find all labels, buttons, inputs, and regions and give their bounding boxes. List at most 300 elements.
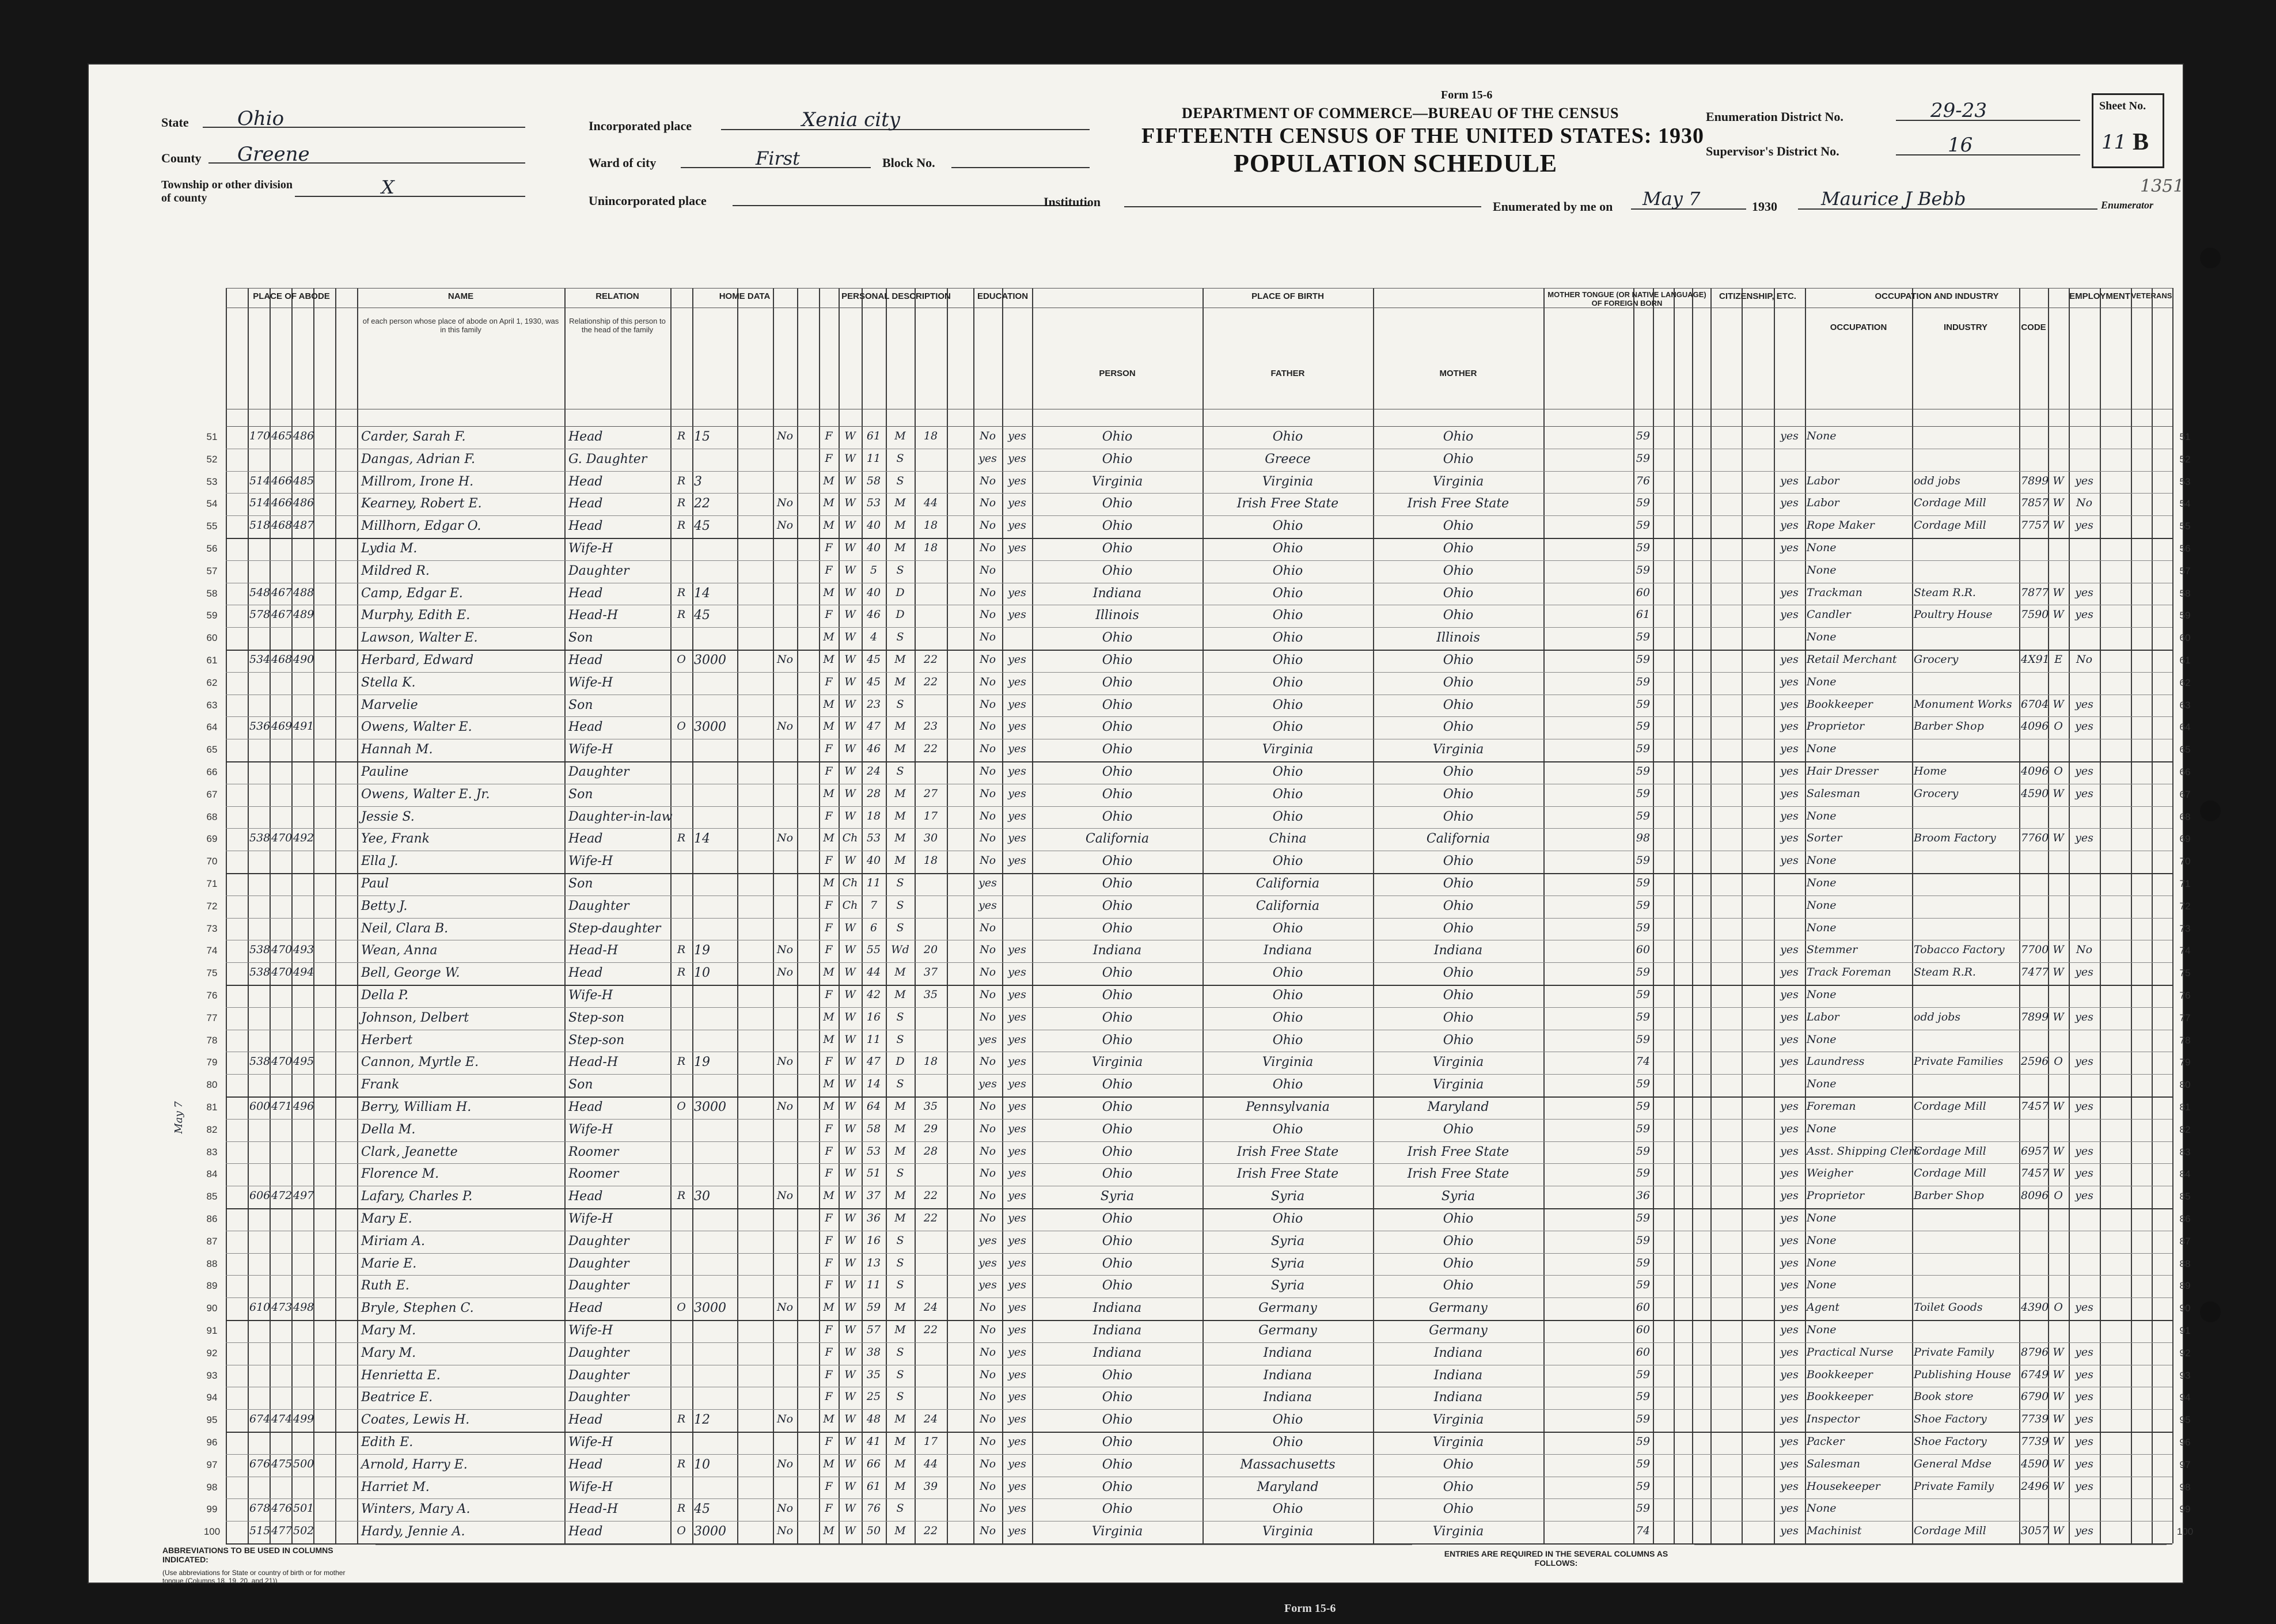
cell-mar: M bbox=[894, 496, 906, 510]
cell-occ: None bbox=[1807, 988, 1837, 1001]
cell-read: yes bbox=[1008, 541, 1026, 554]
cell-fam1: 476 bbox=[271, 1502, 293, 1515]
line-number: 67 bbox=[206, 788, 218, 800]
cell-sch: No bbox=[979, 474, 996, 487]
cell-name: Bell, George W. bbox=[361, 966, 460, 981]
cell-val: 22 bbox=[694, 496, 710, 511]
cell-mar: M bbox=[894, 1122, 906, 1135]
row-rule bbox=[226, 716, 2172, 717]
cell-work: yes bbox=[2075, 1479, 2093, 1493]
cell-ocode: 7857 bbox=[2021, 496, 2049, 510]
cell-ocode: 4590 bbox=[2021, 787, 2049, 800]
cell-work: No bbox=[2076, 653, 2093, 666]
cell-age_m: 18 bbox=[923, 541, 938, 554]
cell-occ: Salesman bbox=[1807, 1457, 1860, 1470]
line-number: 85 bbox=[206, 1191, 218, 1202]
cell-age: 16 bbox=[866, 1234, 881, 1247]
cell-mpob: Virginia bbox=[1432, 1077, 1484, 1092]
cell-cls: O bbox=[2054, 765, 2063, 777]
state-label: State bbox=[161, 115, 189, 130]
census-table bbox=[203, 288, 2194, 1543]
enumerator-name: Maurice J Bebb bbox=[1821, 188, 1966, 210]
cell-pob: Ohio bbox=[1102, 1278, 1133, 1293]
cell-dwelling: 610 bbox=[249, 1301, 271, 1314]
cell-val: 30 bbox=[694, 1189, 710, 1204]
cell-occ: None bbox=[1807, 742, 1837, 756]
cell-eng: yes bbox=[1780, 720, 1799, 733]
cell-ind: Shoe Factory bbox=[1914, 1435, 1987, 1448]
cell-ocode: 2596 bbox=[2021, 1055, 2049, 1068]
line-number: 87 bbox=[206, 1235, 218, 1247]
cell-name: Mildred R. bbox=[361, 563, 430, 578]
cell-name: Della P. bbox=[361, 988, 409, 1003]
cell-code: 59 bbox=[1636, 1100, 1651, 1113]
cell-rel: Head bbox=[568, 720, 603, 735]
cell-ocode: 6790 bbox=[2021, 1390, 2049, 1403]
cell-name: Dangas, Adrian F. bbox=[361, 451, 476, 466]
cell-name: Carder, Sarah F. bbox=[361, 430, 466, 444]
cell-sch: No bbox=[979, 1479, 996, 1493]
cell-val: 3000 bbox=[694, 1100, 726, 1114]
cell-code: 59 bbox=[1636, 653, 1651, 666]
cell-pob: Ohio bbox=[1102, 1502, 1133, 1517]
cell-fpob: Virginia bbox=[1262, 474, 1314, 489]
line-number: 100 bbox=[2176, 1526, 2194, 1538]
cell-name: Mary E. bbox=[361, 1212, 412, 1226]
cell-occ: Practical Nurse bbox=[1807, 1345, 1894, 1359]
cell-sch: No bbox=[979, 720, 996, 733]
cell-race: Ch bbox=[842, 898, 858, 912]
column-rule bbox=[2131, 288, 2132, 1543]
cell-eng: yes bbox=[1780, 1100, 1799, 1113]
cell-rel: Roomer bbox=[568, 1144, 619, 1159]
cell-sex: M bbox=[823, 1033, 834, 1046]
cell-pob: Ohio bbox=[1102, 1479, 1133, 1494]
cell-pob: Ohio bbox=[1102, 809, 1133, 824]
cell-age: 47 bbox=[866, 1055, 881, 1068]
cell-read: yes bbox=[1008, 1122, 1026, 1135]
cell-mar: S bbox=[896, 1502, 904, 1515]
cell-mar: D bbox=[896, 608, 905, 621]
cell-mpob: Illinois bbox=[1436, 631, 1480, 646]
cell-ind: Steam R.R. bbox=[1914, 966, 1976, 979]
cell-rel: Roomer bbox=[568, 1167, 619, 1182]
cell-read: yes bbox=[1008, 451, 1026, 465]
cell-age: 61 bbox=[866, 1479, 881, 1493]
line-number: 83 bbox=[2179, 1146, 2191, 1158]
cell-pob: Ohio bbox=[1102, 1413, 1133, 1428]
line-number: 88 bbox=[2179, 1258, 2191, 1269]
cell-mpob: Ohio bbox=[1443, 921, 1474, 936]
cell-sch: No bbox=[979, 1122, 996, 1135]
cell-rel: Daughter bbox=[568, 1278, 629, 1293]
cell-sex: F bbox=[825, 1323, 833, 1336]
cell-fam1: 466 bbox=[271, 474, 293, 487]
cell-val: 12 bbox=[694, 1413, 710, 1428]
row-rule bbox=[226, 828, 2172, 829]
cell-sex: F bbox=[825, 1368, 833, 1381]
ward-field bbox=[681, 147, 871, 168]
cell-ind: odd jobs bbox=[1914, 1010, 1961, 1023]
cell-sex: F bbox=[825, 898, 833, 912]
cell-own: O bbox=[677, 1100, 686, 1113]
cell-sch: No bbox=[979, 765, 996, 777]
cell-read: yes bbox=[1008, 1278, 1026, 1292]
cell-code: 59 bbox=[1636, 1122, 1651, 1135]
cell-occ: Candler bbox=[1807, 608, 1851, 621]
cell-sch: No bbox=[979, 1502, 996, 1515]
cell-fpob: Ohio bbox=[1272, 1122, 1303, 1137]
cell-work: yes bbox=[2075, 1413, 2093, 1426]
cell-ind: Grocery bbox=[1914, 653, 1959, 666]
cell-rel: Daughter bbox=[568, 1368, 629, 1383]
cell-name: Arnold, Harry E. bbox=[361, 1457, 468, 1472]
cell-fpob: Syria bbox=[1270, 1256, 1305, 1271]
cell-ocode: 7739 bbox=[2021, 1435, 2049, 1448]
cell-rel: Step-son bbox=[568, 1010, 625, 1025]
cell-code: 59 bbox=[1636, 765, 1651, 777]
cell-code: 60 bbox=[1636, 943, 1651, 957]
cell-mpob: Virginia bbox=[1432, 1524, 1484, 1539]
cell-farm: No bbox=[776, 1413, 794, 1426]
cell-age_m: 44 bbox=[923, 496, 938, 510]
cell-pob: Ohio bbox=[1102, 430, 1133, 444]
cell-ind: Monument Works bbox=[1914, 697, 2012, 711]
cell-sch: No bbox=[979, 496, 996, 510]
cell-pob: Ohio bbox=[1102, 1368, 1133, 1383]
incorporated-field bbox=[721, 108, 1090, 130]
cell-sch: No bbox=[979, 1189, 996, 1202]
line-number: 81 bbox=[2179, 1102, 2191, 1113]
cell-age_m: 18 bbox=[923, 1055, 938, 1068]
column-rule bbox=[973, 288, 974, 1543]
cell-code: 59 bbox=[1636, 1144, 1651, 1158]
cell-mar: M bbox=[894, 1435, 906, 1448]
cell-race: W bbox=[844, 1390, 856, 1403]
cell-code: 59 bbox=[1636, 1167, 1651, 1180]
cell-fpob: Virginia bbox=[1262, 742, 1314, 757]
column-rule bbox=[357, 288, 358, 1543]
cell-cls: W bbox=[2053, 608, 2064, 621]
cell-sex: M bbox=[823, 1301, 834, 1314]
line-number: 89 bbox=[206, 1280, 218, 1292]
cell-eng: yes bbox=[1780, 1323, 1799, 1336]
row-rule bbox=[226, 1432, 2172, 1433]
cell-own: R bbox=[677, 430, 686, 442]
cell-rel: Head bbox=[568, 519, 603, 534]
cell-ind: Private Families bbox=[1914, 1055, 2004, 1068]
line-number: 84 bbox=[2179, 1168, 2191, 1180]
cell-code: 60 bbox=[1636, 586, 1651, 599]
column-rule bbox=[1633, 288, 1634, 1543]
cell-mar: M bbox=[894, 742, 906, 756]
cell-farm: No bbox=[776, 943, 794, 957]
cell-age: 53 bbox=[866, 832, 881, 845]
cell-name: Herbert bbox=[361, 1033, 413, 1048]
cell-ocode: 6704 bbox=[2021, 697, 2049, 711]
column-rule bbox=[2100, 288, 2101, 1543]
cell-work: yes bbox=[2075, 966, 2093, 979]
cell-race: W bbox=[844, 1345, 856, 1359]
cell-sex: F bbox=[825, 742, 833, 756]
cell-pob: Ohio bbox=[1102, 496, 1133, 511]
cell-age: 28 bbox=[866, 787, 881, 800]
cell-age: 64 bbox=[866, 1100, 881, 1113]
cell-race: W bbox=[844, 563, 856, 576]
cell-mpob: Ohio bbox=[1443, 541, 1474, 556]
group-name: NAME bbox=[447, 291, 474, 301]
cell-read: yes bbox=[1008, 1457, 1026, 1470]
cell-val: 3 bbox=[694, 474, 702, 489]
cell-age_m: 18 bbox=[923, 854, 938, 867]
cell-rel: Head bbox=[568, 1301, 603, 1316]
cell-read: yes bbox=[1008, 1390, 1026, 1403]
cell-name: Millhorn, Edgar O. bbox=[361, 519, 481, 534]
enumerator-field bbox=[1798, 188, 2097, 210]
cell-name: Kearney, Robert E. bbox=[361, 496, 482, 511]
cell-age_m: 22 bbox=[923, 1323, 938, 1336]
line-number: 59 bbox=[206, 610, 218, 621]
cell-age_m: 22 bbox=[923, 742, 938, 756]
cell-val: 10 bbox=[694, 966, 710, 981]
cell-mar: S bbox=[896, 451, 904, 465]
cell-race: W bbox=[844, 1167, 856, 1180]
supervisor-field bbox=[1896, 134, 2080, 155]
cell-read: yes bbox=[1008, 1189, 1026, 1202]
cell-sch: No bbox=[979, 541, 996, 554]
cell-rel: Wife-H bbox=[568, 742, 613, 757]
cell-mpob: Ohio bbox=[1443, 720, 1474, 735]
cell-mar: M bbox=[894, 1100, 906, 1113]
line-number: 99 bbox=[206, 1504, 218, 1515]
cell-rel: Daughter bbox=[568, 563, 629, 578]
cell-race: W bbox=[844, 1010, 856, 1023]
cell-occ: Trackman bbox=[1807, 586, 1862, 599]
cell-code: 59 bbox=[1636, 921, 1651, 934]
cell-code: 59 bbox=[1636, 430, 1651, 442]
cell-code: 59 bbox=[1636, 1077, 1651, 1091]
cell-cls: W bbox=[2053, 586, 2064, 599]
cell-sex: M bbox=[823, 966, 834, 979]
cell-sex: F bbox=[825, 1390, 833, 1403]
cell-ind: Cordage Mill bbox=[1914, 1167, 1986, 1180]
line-number: 73 bbox=[206, 923, 218, 934]
cell-own: R bbox=[677, 1055, 686, 1068]
cell-occ: Weigher bbox=[1807, 1167, 1853, 1180]
cell-race: W bbox=[844, 943, 856, 957]
line-number: 52 bbox=[206, 453, 218, 465]
cell-fam2: 499 bbox=[293, 1413, 314, 1426]
cell-sex: M bbox=[823, 474, 834, 487]
cell-occ: Stemmer bbox=[1807, 943, 1858, 957]
cell-age: 6 bbox=[870, 921, 878, 934]
column-rule bbox=[1742, 288, 1743, 1543]
cell-fpob: Syria bbox=[1270, 1278, 1305, 1293]
line-number: 65 bbox=[206, 744, 218, 756]
cell-fpob: Virginia bbox=[1262, 1055, 1314, 1070]
cell-age: 53 bbox=[866, 1144, 881, 1158]
line-number: 57 bbox=[206, 565, 218, 576]
line-number: 90 bbox=[2179, 1303, 2191, 1314]
line-number: 61 bbox=[206, 655, 218, 666]
cell-age: 61 bbox=[866, 430, 881, 442]
cell-age: 25 bbox=[866, 1390, 881, 1403]
cell-name: Winters, Mary A. bbox=[361, 1502, 471, 1517]
cell-occ: None bbox=[1807, 1323, 1837, 1336]
cell-mar: M bbox=[894, 1413, 906, 1426]
cell-ind: Cordage Mill bbox=[1914, 1524, 1986, 1538]
column-rule bbox=[1653, 288, 1654, 1543]
cell-val: 19 bbox=[694, 1055, 710, 1070]
cell-sex: M bbox=[823, 1010, 834, 1023]
cell-sex: M bbox=[823, 832, 834, 845]
cell-name: Marvelie bbox=[361, 697, 418, 712]
cell-val: 3000 bbox=[694, 720, 726, 735]
cell-rel: Wife-H bbox=[568, 854, 613, 869]
cell-fam1: 472 bbox=[271, 1189, 293, 1202]
cell-code: 59 bbox=[1636, 1457, 1651, 1470]
cell-ind: Book store bbox=[1914, 1390, 1974, 1403]
cell-race: W bbox=[844, 1144, 856, 1158]
cell-sex: F bbox=[825, 1144, 833, 1158]
cell-own: O bbox=[677, 1524, 686, 1538]
cell-name: Della M. bbox=[361, 1122, 416, 1137]
cell-mpob: Ohio bbox=[1443, 1010, 1474, 1025]
cell-sex: M bbox=[823, 787, 834, 800]
cell-sex: F bbox=[825, 765, 833, 777]
cell-eng: yes bbox=[1780, 1479, 1799, 1493]
incorporated-value: Xenia city bbox=[802, 108, 900, 131]
cell-pob: Syria bbox=[1100, 1189, 1135, 1204]
cell-dwelling: 518 bbox=[249, 519, 271, 532]
line-number: 95 bbox=[206, 1414, 218, 1426]
cell-ocode: 6957 bbox=[2021, 1144, 2049, 1158]
cell-age_m: 37 bbox=[923, 966, 938, 979]
cell-ind: Steam R.R. bbox=[1914, 586, 1976, 599]
cell-mpob: Germany bbox=[1429, 1301, 1488, 1316]
cell-rel: G. Daughter bbox=[568, 451, 647, 466]
cell-sch: No bbox=[979, 1055, 996, 1068]
sheet-number-box bbox=[2092, 93, 2164, 168]
cell-eng: yes bbox=[1780, 1301, 1799, 1314]
cell-name: Miriam A. bbox=[361, 1234, 425, 1249]
cell-eng: yes bbox=[1780, 1234, 1799, 1247]
cell-cls: W bbox=[2053, 1457, 2064, 1470]
cell-fam1: 475 bbox=[271, 1457, 293, 1470]
line-number: 87 bbox=[2179, 1235, 2191, 1247]
cell-own: O bbox=[677, 653, 686, 666]
cell-fam1: 470 bbox=[271, 943, 293, 957]
cell-read: yes bbox=[1008, 1010, 1026, 1023]
cell-sex: M bbox=[823, 631, 834, 644]
group-veterans: VETERANS bbox=[2131, 291, 2172, 300]
cell-pob: Indiana bbox=[1093, 1301, 1142, 1316]
cell-read: yes bbox=[1008, 1256, 1026, 1269]
cell-fpob: Ohio bbox=[1272, 966, 1303, 981]
cell-code: 59 bbox=[1636, 1435, 1651, 1448]
line-number: 97 bbox=[2179, 1459, 2191, 1470]
cell-eng: yes bbox=[1780, 1413, 1799, 1426]
row-rule bbox=[226, 515, 2172, 516]
cell-mar: S bbox=[896, 697, 904, 711]
cell-rel: Head bbox=[568, 1413, 603, 1428]
cell-cls: W bbox=[2053, 697, 2064, 711]
cell-race: W bbox=[844, 854, 856, 867]
row-rule bbox=[226, 761, 2172, 762]
cell-occ: Hair Dresser bbox=[1807, 765, 1879, 777]
cell-dwelling: 534 bbox=[249, 653, 271, 666]
cell-mar: S bbox=[896, 1368, 904, 1381]
cell-age_m: 22 bbox=[923, 1524, 938, 1538]
cell-name: Henrietta E. bbox=[361, 1368, 441, 1383]
cell-code: 59 bbox=[1636, 809, 1651, 822]
cell-fam2: 498 bbox=[293, 1301, 314, 1314]
census-title: FIFTEENTH CENSUS OF THE UNITED STATES: 1930 bbox=[1141, 124, 1705, 148]
cell-mar: S bbox=[896, 563, 904, 576]
cell-occ: Retail Merchant bbox=[1807, 653, 1897, 666]
cell-rel: Head bbox=[568, 1189, 603, 1204]
cell-pob: Virginia bbox=[1091, 1524, 1143, 1539]
cell-read: yes bbox=[1008, 653, 1026, 666]
line-number: 91 bbox=[2179, 1325, 2191, 1336]
cell-fpob: Ohio bbox=[1272, 1435, 1303, 1450]
cell-age: 55 bbox=[866, 943, 881, 957]
line-number: 66 bbox=[206, 767, 218, 777]
cell-age_m: 28 bbox=[923, 1144, 938, 1158]
cell-age_m: 30 bbox=[923, 832, 938, 845]
cell-work: yes bbox=[2075, 1167, 2093, 1180]
cell-pob: Ohio bbox=[1102, 697, 1133, 712]
cell-ocode: 7477 bbox=[2021, 966, 2049, 979]
column-rule bbox=[947, 288, 948, 1543]
row-rule bbox=[226, 1320, 2172, 1321]
cell-mpob: Ohio bbox=[1443, 1122, 1474, 1137]
cell-race: W bbox=[844, 496, 856, 510]
cell-mar: S bbox=[896, 1010, 904, 1023]
cell-work: yes bbox=[2075, 765, 2093, 777]
cell-eng: yes bbox=[1780, 988, 1799, 1001]
cell-val: 10 bbox=[694, 1457, 710, 1472]
cell-eng: yes bbox=[1780, 1278, 1799, 1292]
cell-eng: yes bbox=[1780, 1010, 1799, 1023]
cell-race: W bbox=[844, 1256, 856, 1269]
cell-rel: Wife-H bbox=[568, 541, 613, 556]
cell-ocode: 6749 bbox=[2021, 1368, 2049, 1381]
cell-dwelling: 514 bbox=[249, 474, 271, 487]
cell-mar: S bbox=[896, 921, 904, 934]
cell-read: yes bbox=[1008, 742, 1026, 756]
cell-mpob: Ohio bbox=[1443, 898, 1474, 913]
cell-mar: M bbox=[894, 1144, 906, 1158]
cell-code: 59 bbox=[1636, 1256, 1651, 1269]
cell-name: Ruth E. bbox=[361, 1278, 409, 1293]
cell-read: yes bbox=[1008, 697, 1026, 711]
cell-farm: No bbox=[776, 496, 794, 510]
cell-sch: No bbox=[979, 608, 996, 621]
cell-sch: yes bbox=[978, 1278, 997, 1292]
cell-fam1: 465 bbox=[271, 430, 293, 442]
cell-pob: Ohio bbox=[1102, 1435, 1133, 1450]
cell-rel: Wife-H bbox=[568, 1323, 613, 1338]
cell-sex: F bbox=[825, 988, 833, 1001]
cell-own: R bbox=[677, 608, 686, 621]
cell-sch: No bbox=[979, 697, 996, 711]
cell-race: W bbox=[844, 1055, 856, 1068]
cell-sex: F bbox=[825, 1122, 833, 1135]
cell-race: W bbox=[844, 988, 856, 1001]
line-number: 74 bbox=[2179, 945, 2191, 957]
cell-fpob: Virginia bbox=[1262, 1524, 1314, 1539]
